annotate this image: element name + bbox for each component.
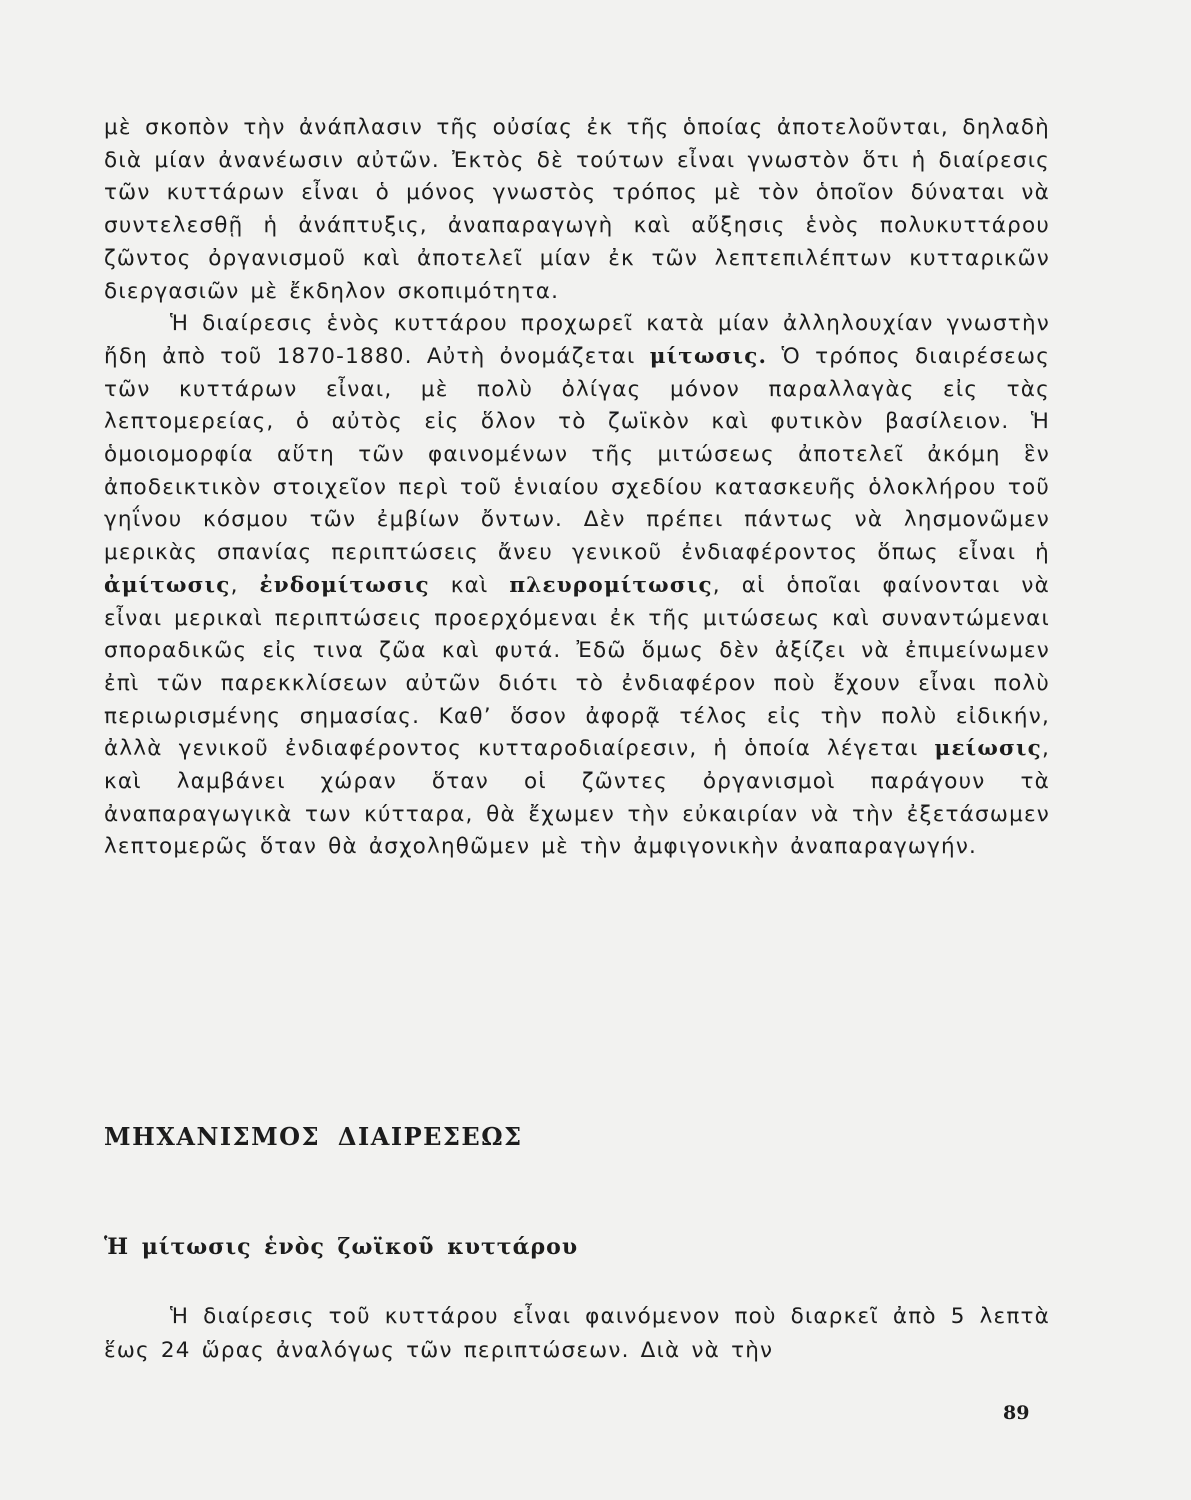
paragraph-2-text-5: , αἱ ὁποῖαι φαίνονται νὰ εἶναι μερικαὶ περιπτώσεις προερχόμεναι ἐκ τῆς μιτώσεως καὶ συναντώμεναι σποραδικῶς εἰς τινα ζῶα καὶ φυτά. Ἐδῶ ὅμως δὲν ἀξίζει νὰ ἐπιμείνωμεν ἐπὶ τῶν παρεκκλίσεων αὐτῶν διότι τὸ ἐνδιαφέρον ποὺ ἔχουν εἶναι πολὺ περιωρισμένης σημασίας. Καθ’ ὅσον ἀφορᾷ τέλος εἰς τὴν πολὺ εἰδικήν, ἀλλὰ γενικοῦ ἐνδιαφέροντος κυτταροδιαίρεσιν, ἡ ὁποία λέγεται [104,572,1050,762]
paragraph-2-text-4: καὶ [429,572,510,598]
section-heading: ΜΗΧΑΝΙΣΜΟΣ ΔΙΑΙΡΕΣΕΩΣ [104,1122,523,1151]
paragraph-2-text-6: , καὶ λαμβάνει χώραν ὅταν οἱ ζῶντες ὀργανισμοὶ παράγουν τὰ ἀναπαραγωγικὰ των κύτταρα, θὰ ἔχωμεν τὴν εὐκαιρίαν νὰ τὴν ἐξετάσωμεν λεπτομερῶς ὅταν θὰ ἀσχοληθῶμεν μὲ τὴν ἀμφιγονικὴν ἀναπαραγωγήν. [104,736,1050,860]
paragraph-2-text-2: Ὁ τρόπος διαιρέσεως τῶν κυττάρων εἶναι, μὲ πολὺ ὀλίγας μόνον παραλλαγὰς εἰς τὰς λεπτομερείας, ὁ αὐτὸς εἰς ὅλον τὸ ζωϊκὸν καὶ φυτικὸν βασίλειον. Ἡ ὁμοιομορφία αὕτη τῶν φαινομένων τῆς μιτώσεως ἀποτελεῖ ἀκόμη ἓν ἀποδεικτικὸν στοιχεῖον περὶ τοῦ ἑνιαίου σχεδίου κατασκευῆς ὁλοκλήρου τοῦ γηΐνου κόσμου τῶν ἐμβίων ὄντων. Δὲν πρέπει πάντως νὰ λησμονῶμεν μερικὰς σπανίας περιπτώσεις ἄνευ γενικοῦ ἐνδιαφέροντος ὅπως εἶναι ἡ [104,343,1051,566]
term-endomitosis: ἐνδομίτωσις [259,572,430,598]
term-pleuromitosis: πλευρομίτωσις [509,572,713,598]
paragraph-2-text-1: Ἡ διαίρεσις ἑνὸς κυττάρου προχωρεῖ κατὰ μίαν ἀλληλουχίαν γνωστὴν ἤδη ἀπὸ τοῦ 1870-1880. Αὐτὴ ὀνομάζεται [104,311,1050,369]
term-meiosis: μείωσις [934,736,1042,762]
paragraph-3: Ἡ διαίρεσις τοῦ κυττάρου εἶναι φαινόμενον ποὺ διαρκεῖ ἀπὸ 5 λεπτὰ ἕως 24 ὥρας ἀναλόγως τῶν περιπτώσεων. Διὰ νὰ τὴν [104,1304,1050,1363]
paragraph-2-text-3: , [230,572,260,598]
term-mitosis: μίτωσις. [649,343,768,369]
main-text-block [104,112,1050,864]
page-number: 89 [1003,1402,1030,1424]
sub-heading: Ἡ μίτωσις ἑνὸς ζωϊκοῦ κυττάρου [104,1234,579,1260]
paragraph-1: μὲ σκοπὸν τὴν ἀνάπλασιν τῆς οὐσίας ἐκ τῆς ὁποίας ἀποτελοῦνται, δηλαδὴ διὰ μίαν ἀνανέωσιν αὐτῶν. Ἐκτὸς δὲ τούτων εἶναι γνωστὸν ὅτι ἡ διαίρεσις τῶν κυττάρων εἶναι ὁ μόνος γνωστὸς τρόπος μὲ τὸν ὁποῖον δύναται νὰ συντελεσθῇ ἡ ἀνάπτυξις, ἀναπαραγωγὴ καὶ αὔξησις ἑνὸς πολυκυττάρου ζῶντος ὀργανισμοῦ καὶ ἀποτελεῖ μίαν ἐκ τῶν λεπτεπιλέπτων κυτταρικῶν διεργασιῶν μὲ ἔκδηλον σκοπιμότητα. [104,115,1050,304]
term-amitosis: ἀμίτωσις [104,572,231,598]
paragraph-2 [104,308,1050,864]
